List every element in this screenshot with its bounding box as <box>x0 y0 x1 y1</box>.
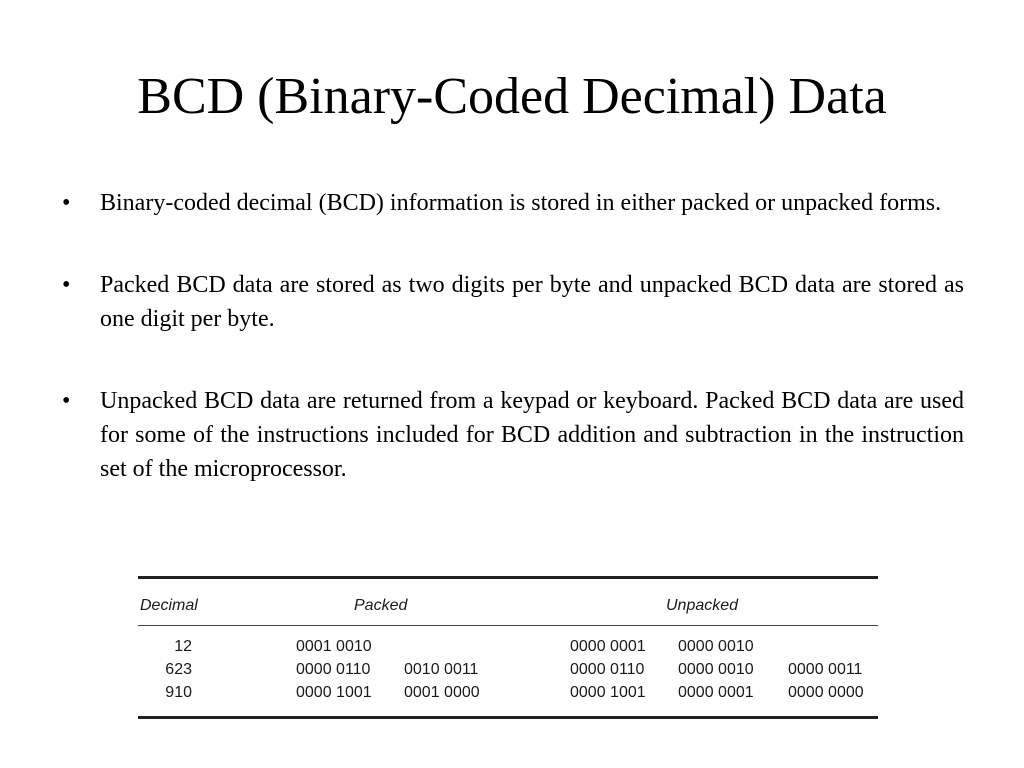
table-bottom-rule <box>138 716 878 719</box>
bullet-item <box>56 384 964 486</box>
table-header-row <box>138 579 878 625</box>
table-body <box>138 626 878 716</box>
cell-unpacked: 0000 0001 <box>570 638 646 655</box>
bullet-dot-icon: • <box>62 190 71 216</box>
cell-decimal: 12 <box>174 638 192 655</box>
cell-packed: 0000 0110 <box>296 661 371 678</box>
cell-unpacked: 0000 0010 <box>678 661 754 678</box>
cell-unpacked: 0000 0001 <box>678 684 754 701</box>
cell-packed: 0010 0011 <box>404 661 479 678</box>
cell-decimal: 910 <box>165 684 192 701</box>
cell-unpacked: 0000 0110 <box>570 661 645 678</box>
bullet-item <box>56 186 964 220</box>
cell-unpacked: 0000 0010 <box>678 638 754 655</box>
bullet-text: Packed BCD data are stored as two digits per byte and unpacked BCD data are stored as one digit per byte. <box>100 272 964 332</box>
bullet-dot-icon: • <box>62 272 71 298</box>
bullet-dot-icon: • <box>62 388 71 414</box>
cell-unpacked: 0000 0011 <box>788 661 863 678</box>
cell-packed: 0001 0000 <box>404 684 480 701</box>
bullet-text: Unpacked BCD data are returned from a keypad or keyboard. Packed BCD data are used for some of the instructions included for BCD addition and subtraction in the instruction set of the microprocessor. <box>100 388 964 482</box>
cell-packed: 0000 1001 <box>296 684 372 701</box>
bullet-text: Binary-coded decimal (BCD) information is stored in either packed or unpacked forms. <box>100 190 942 216</box>
bullet-list <box>56 186 964 486</box>
cell-unpacked: 0000 1001 <box>570 684 646 701</box>
cell-packed: 0001 0010 <box>296 638 372 655</box>
bcd-table <box>138 576 878 719</box>
cell-decimal: 623 <box>165 661 192 678</box>
header-unpacked: Unpacked <box>666 597 739 614</box>
cell-unpacked: 0000 0000 <box>788 684 864 701</box>
slide-title: BCD (Binary-Coded Decimal) Data <box>137 68 887 125</box>
header-decimal: Decimal <box>140 597 198 614</box>
bullet-item <box>56 268 964 336</box>
header-packed: Packed <box>354 597 408 614</box>
